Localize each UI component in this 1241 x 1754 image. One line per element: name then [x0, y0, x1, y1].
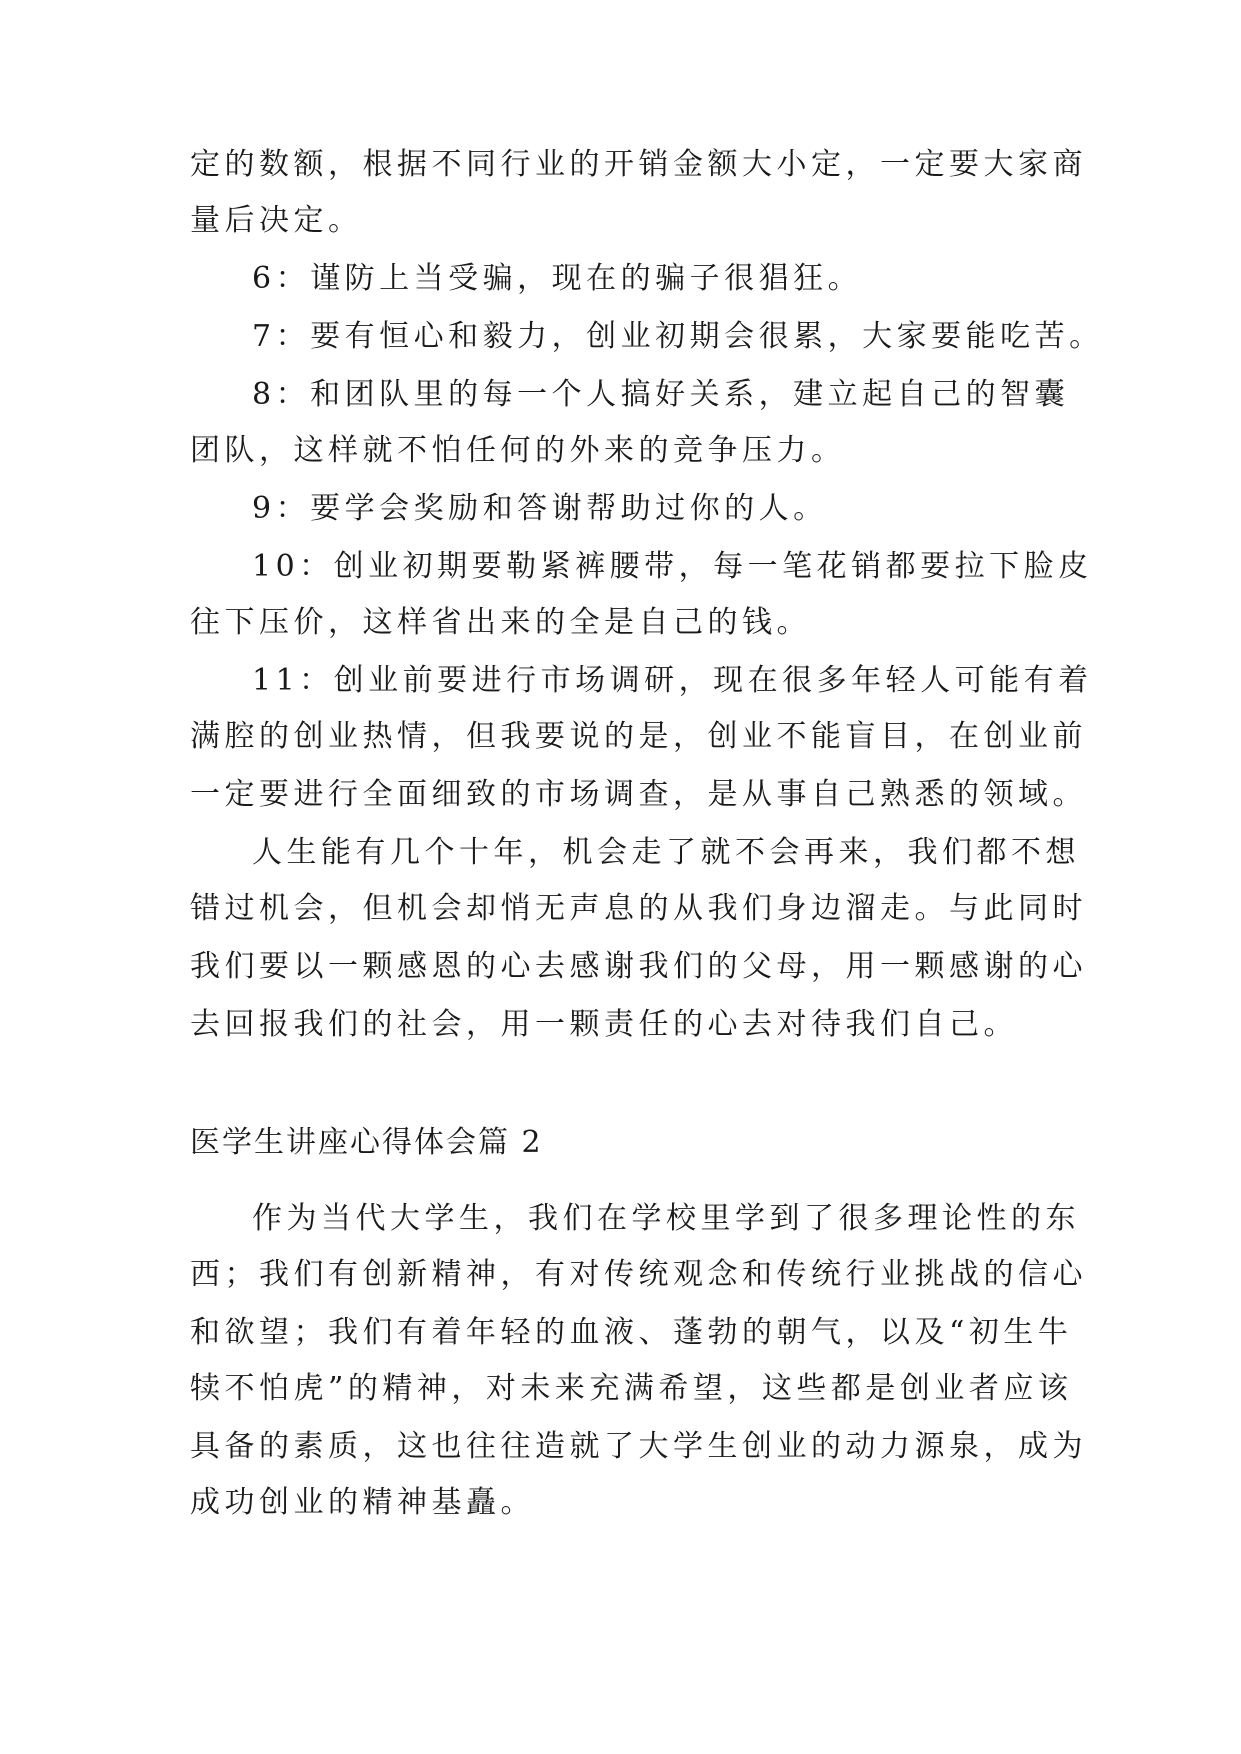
- list-item-11: 11：创业前要进行市场调研，现在很多年轻人可能有着: [252, 663, 1093, 698]
- text-line: 满腔的创业热情，但我要说的是，创业不能盲目，在创业前: [190, 719, 1087, 754]
- text-line: 定的数额，根据不同行业的开销金额大小定，一定要大家商: [190, 147, 1087, 182]
- list-item-8: 8：和团队里的每一个人搞好关系，建立起自己的智囊: [252, 377, 1070, 412]
- paragraph-start: 人生能有几个十年，机会走了就不会再来，我们都不想: [252, 835, 1080, 870]
- text-line: 团队，这样就不怕任何的外来的竞争压力。: [190, 433, 846, 468]
- list-item-7: 7：要有恒心和毅力，创业初期会很累，大家要能吃苦。: [252, 319, 1104, 354]
- text-line: 犊不怕虎”的精神，对未来充满希望，这些都是创业者应该: [190, 1371, 1073, 1406]
- text-line: 具备的素质，这也往往造就了大学生创业的动力源泉，成为: [190, 1429, 1087, 1464]
- text-line: 量后决定。: [190, 203, 363, 238]
- text-line: 一定要进行全面细致的市场调查，是从事自己熟悉的领域。: [190, 777, 1087, 812]
- text-line: 错过机会，但机会却悄无声息的从我们身边溜走。与此同时: [190, 891, 1087, 926]
- text-line: 和欲望；我们有着年轻的血液、蓬勃的朝气，以及“初生牛: [190, 1315, 1073, 1350]
- list-item-6: 6：谨防上当受骗，现在的骗子很猖狂。: [252, 261, 863, 296]
- text-line: 去回报我们的社会，用一颗责任的心去对待我们自己。: [190, 1007, 1018, 1042]
- section-heading: 医学生讲座心得体会篇 2: [190, 1125, 543, 1160]
- list-item-9: 9：要学会奖励和答谢帮助过你的人。: [252, 491, 828, 526]
- text-line: 成功创业的精神基矗。: [190, 1485, 535, 1520]
- text-line: 往下压价，这样省出来的全是自己的钱。: [190, 605, 811, 640]
- paragraph-start: 作为当代大学生，我们在学校里学到了很多理论性的东: [252, 1201, 1080, 1236]
- list-item-10: 10：创业初期要勒紧裤腰带，每一笔花销都要拉下脸皮: [252, 549, 1093, 584]
- text-line: 我们要以一颗感恩的心去感谢我们的父母，用一颗感谢的心: [190, 949, 1087, 984]
- text-line: 西；我们有创新精神，有对传统观念和传统行业挑战的信心: [190, 1257, 1087, 1292]
